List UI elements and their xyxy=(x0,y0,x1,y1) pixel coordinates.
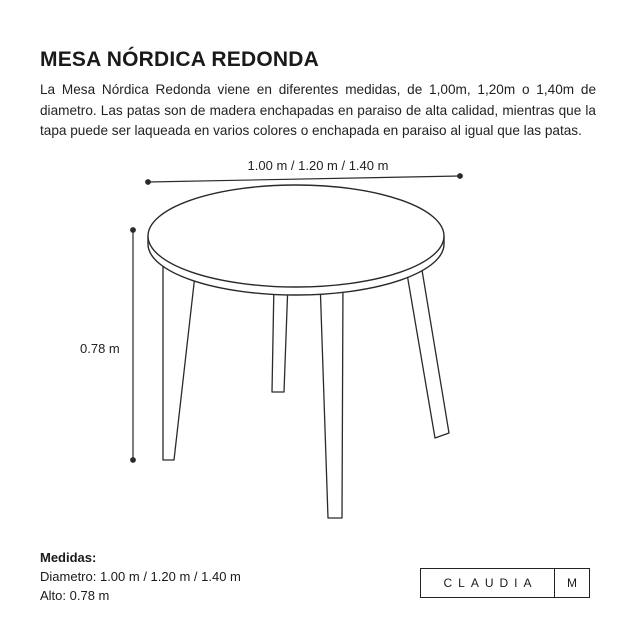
height-dimension-label: 0.78 m xyxy=(80,341,120,356)
width-dimension-label: 1.00 m / 1.20 m / 1.40 m xyxy=(247,158,389,173)
product-description: La Mesa Nórdica Redonda viene en diferentes medidas, de 1,00m, 1,20m o 1,40m de diametro. Las patas son de madera enchapadas en paraiso de alta calidad, mientras que la tapa puede ser laqueada en varios colores o enchapada en paraiso al igual que las patas. xyxy=(40,82,596,138)
brand-logo xyxy=(420,568,590,598)
table-leg-front-left xyxy=(163,255,196,460)
table-top xyxy=(148,185,444,295)
brand-name: CLAUDIA xyxy=(421,569,555,597)
specs-height: Alto: 0.78 m xyxy=(40,588,110,603)
page-title: MESA NÓRDICA REDONDA xyxy=(40,48,319,71)
specs-block xyxy=(40,548,241,605)
height-dimension-line xyxy=(131,228,136,463)
table-leg-back-right xyxy=(405,258,449,438)
specs-heading: Medidas: xyxy=(40,550,97,565)
width-dimension-line xyxy=(146,174,463,185)
brand-initial: M xyxy=(567,576,577,590)
table-leg-front-center xyxy=(320,280,343,518)
table-leg-back-center xyxy=(272,282,288,392)
specs-diameter: Diametro: 1.00 m / 1.20 m / 1.40 m xyxy=(40,569,241,584)
